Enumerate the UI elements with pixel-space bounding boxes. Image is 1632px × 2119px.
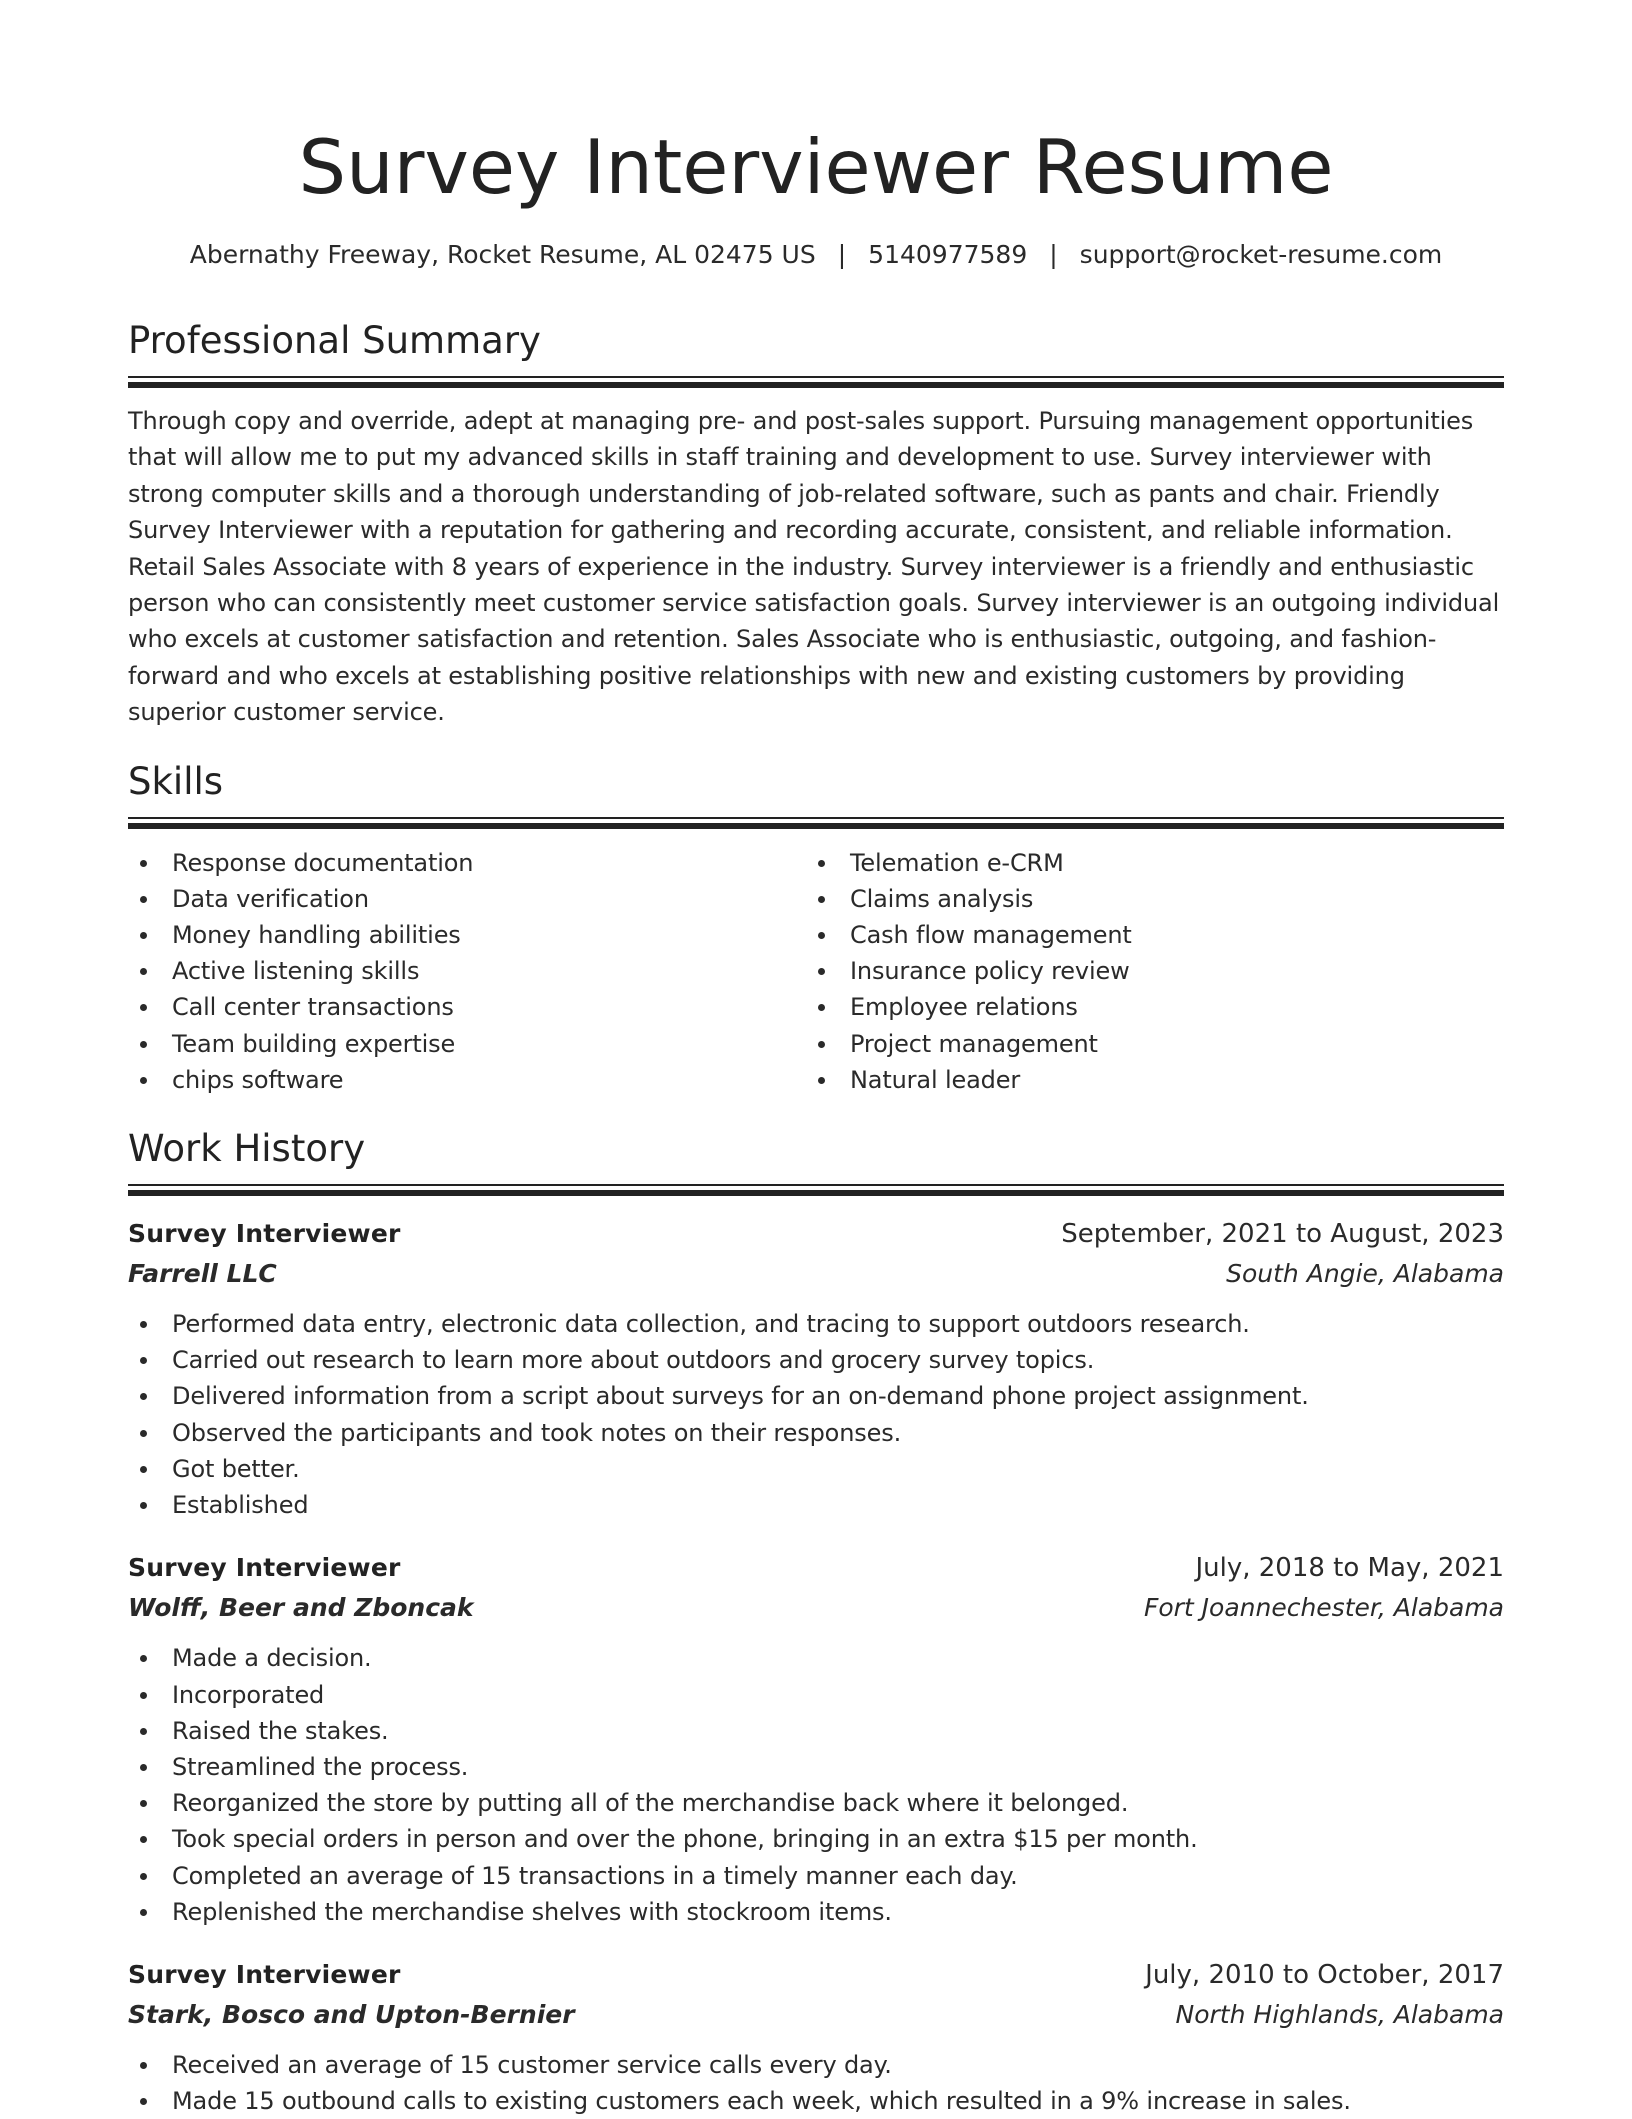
job-bullet: Observed the participants and took notes on their responses. <box>128 1415 1504 1451</box>
job-bullet: Incorporated <box>128 1677 1504 1713</box>
contact-separator: | <box>1049 240 1058 269</box>
job-location: Fort Joannechester, Alabama <box>1143 1593 1504 1623</box>
skill-item: chips software <box>128 1062 806 1098</box>
job-header-row <box>128 1548 1504 1588</box>
job-company: Wolff, Beer and Zboncak <box>128 1593 474 1623</box>
job-bullet: Received an average of 15 customer service calls every day. <box>128 2047 1504 2083</box>
job-entry <box>128 1955 1504 2119</box>
job-company: Stark, Bosco and Upton-Bernier <box>128 1999 575 2029</box>
skills-grid <box>128 845 1504 1098</box>
skill-item: Telemation e-CRM <box>806 845 1484 881</box>
job-bullets <box>128 2047 1504 2119</box>
job-title: Survey Interviewer <box>128 1959 401 1989</box>
resume-title: Survey Interviewer Resume <box>298 123 1334 211</box>
skill-item: Response documentation <box>128 845 806 881</box>
job-bullet: Streamlined the process. <box>128 1749 1504 1785</box>
job-company-row <box>128 1995 1504 2035</box>
contact-address: Abernathy Freeway, Rocket Resume, AL 02475 US <box>189 240 816 269</box>
job-bullet: Performed data entry, electronic data collection, and tracing to support outdoors research. <box>128 1306 1504 1342</box>
job-dates: September, 2021 to August, 2023 <box>1061 1219 1504 1250</box>
resume-page <box>128 0 1504 2119</box>
job-bullets <box>128 1306 1504 1523</box>
job-bullet: Completed an average of 15 transactions in a timely manner each day. <box>128 1858 1504 1894</box>
section-divider <box>128 376 1504 388</box>
skill-item: Call center transactions <box>128 989 806 1025</box>
contact-email: support@rocket-resume.com <box>1079 240 1443 269</box>
job-bullet: Carried out research to learn more about outdoors and grocery survey topics. <box>128 1342 1504 1378</box>
job-dates: July, 2018 to May, 2021 <box>1195 1553 1504 1584</box>
job-title: Survey Interviewer <box>128 1219 401 1249</box>
work-history-heading: Work History <box>128 1127 366 1171</box>
job-bullet: Made a decision. <box>128 1640 1504 1676</box>
skills-heading: Skills <box>128 759 224 803</box>
skill-item: Data verification <box>128 881 806 917</box>
job-bullet: Got better. <box>128 1451 1504 1487</box>
job-dates: July, 2010 to October, 2017 <box>1145 1959 1504 1990</box>
job-entry <box>128 1214 1504 1523</box>
job-location: North Highlands, Alabama <box>1175 1999 1504 2029</box>
skill-item: Claims analysis <box>806 881 1484 917</box>
job-bullet: Replenished the merchandise shelves with stockroom items. <box>128 1894 1504 1930</box>
skill-item: Money handling abilities <box>128 917 806 953</box>
skills-list-right <box>806 845 1484 1098</box>
job-bullets <box>128 1640 1504 1930</box>
contact-phone: 5140977589 <box>868 240 1028 269</box>
skill-item: Project management <box>806 1026 1484 1062</box>
skill-item: Insurance policy review <box>806 953 1484 989</box>
job-title: Survey Interviewer <box>128 1553 401 1583</box>
job-bullet: Took special orders in person and over the phone, bringing in an extra $15 per month. <box>128 1821 1504 1857</box>
job-header-row <box>128 1214 1504 1254</box>
job-company-row <box>128 1588 1504 1628</box>
job-company-row <box>128 1254 1504 1294</box>
summary-heading: Professional Summary <box>128 319 541 362</box>
skill-item: Employee relations <box>806 989 1484 1025</box>
job-bullet: Delivered information from a script about surveys for an on-demand phone project assignment. <box>128 1378 1504 1414</box>
job-bullet: Made 15 outbound calls to existing customers each week, which resulted in a 9% increase in sales. <box>128 2083 1504 2119</box>
job-bullet: Raised the stakes. <box>128 1713 1504 1749</box>
contact-separator: | <box>837 240 847 269</box>
summary-text: Through copy and override, adept at managing pre- and post-sales support. Pursuing management opportunities that will allow me to put my advanced skills in staff training and development to use. Survey interviewer with strong computer skills and a thorough understanding of job-related software, such as pants and chair. Friendly Survey Interviewer with a reputation for gathering and recording accurate, consistent, and reliable information. Retail Sales Associate with 8 years of experience in the industry. Survey interviewer is a friendly and enthusiastic person who can consistently meet customer service satisfaction goals. Survey interviewer is an outgoing individual who excels at customer satisfaction and retention. Sales Associate who is enthusiastic, outgoing, and fashion-forward and who excels at establishing positive relationships with new and existing customers by providing superior customer service. <box>128 407 1500 727</box>
skills-list-left <box>128 845 806 1098</box>
section-divider <box>128 1184 1504 1196</box>
job-location: South Angie, Alabama <box>1226 1259 1504 1289</box>
skill-item: Cash flow management <box>806 917 1484 953</box>
skill-item: Team building expertise <box>128 1026 806 1062</box>
job-company: Farrell LLC <box>128 1259 277 1289</box>
job-bullet: Established <box>128 1487 1504 1523</box>
job-header-row <box>128 1955 1504 1995</box>
section-divider <box>128 817 1504 829</box>
skill-item: Active listening skills <box>128 953 806 989</box>
job-entry <box>128 1548 1504 1930</box>
skill-item: Natural leader <box>806 1062 1484 1098</box>
contact-line <box>128 238 1504 272</box>
job-bullet: Reorganized the store by putting all of the merchandise back where it belonged. <box>128 1785 1504 1821</box>
